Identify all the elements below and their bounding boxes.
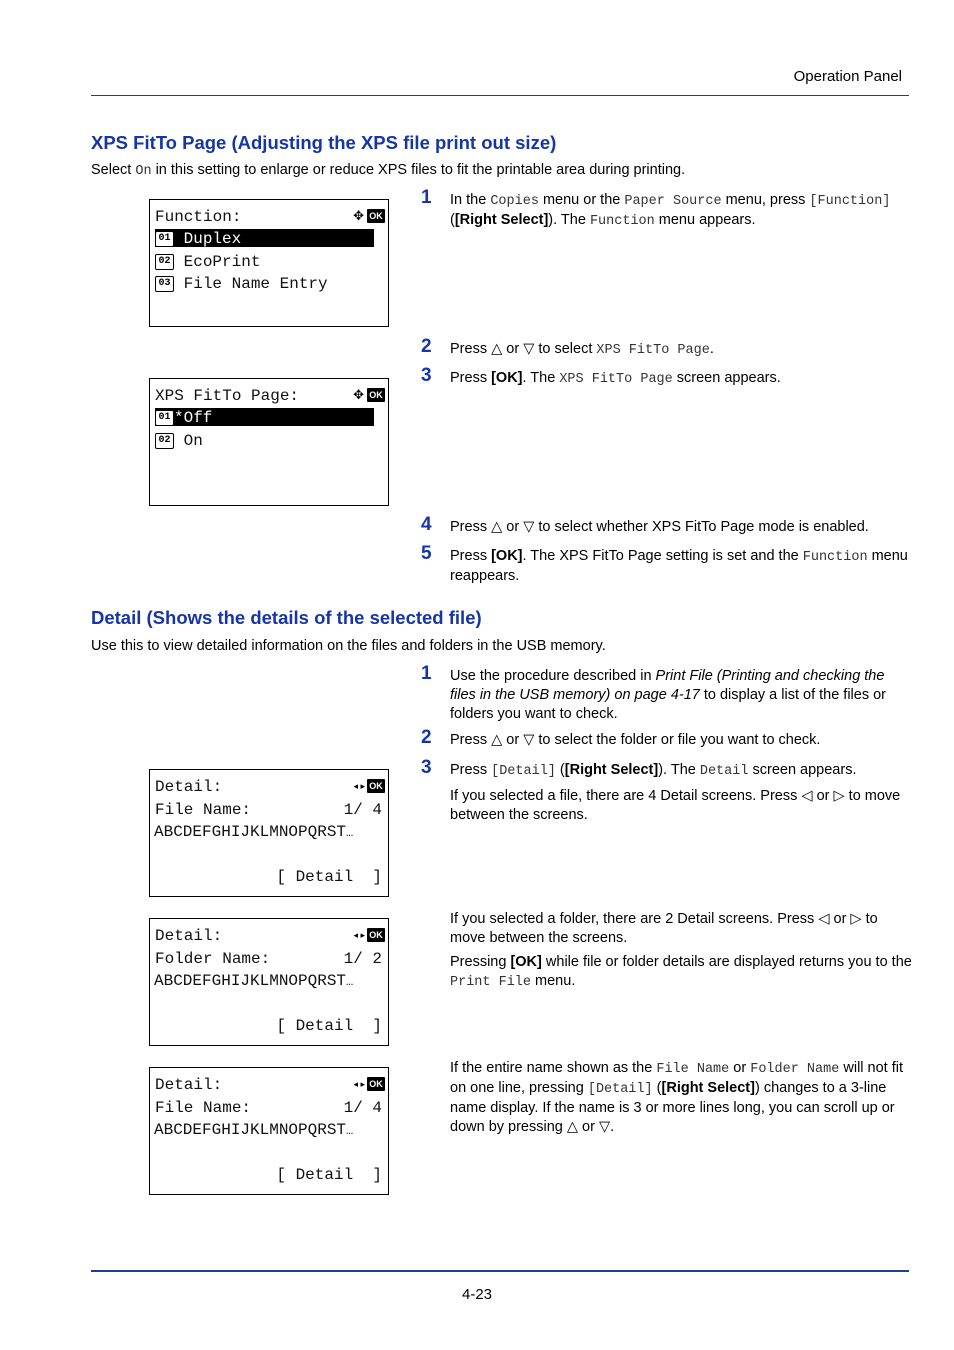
- detail-folder-note: If you selected a folder, there are 2 Detail screens. Press ◁ or ▷ to move between the screens.: [450, 911, 878, 946]
- lcd-softkey-detail: [ Detail ]: [276, 1017, 382, 1035]
- lcd-item: 01 Duplex: [155, 230, 241, 248]
- page-number: 4-23: [461, 1286, 493, 1303]
- detail-file-note: If you selected a file, there are 4 Detail screens. Press ◁ or ▷ to move between the screens.: [450, 788, 901, 823]
- ok-icon: OK: [367, 779, 385, 793]
- left-right-arrow-icon: ◂ ▸: [353, 781, 365, 791]
- lcd-detail-file-long: [149, 1067, 389, 1195]
- ok-icon: OK: [367, 1077, 385, 1091]
- xps-step-1: 1 In the Copies menu or the Paper Source menu, press [Function] ([Right Select]). The Function menu appears.: [421, 187, 891, 229]
- xps-step-3: 3 Press [OK]. The XPS FitTo Page screen appears.: [421, 365, 781, 387]
- left-right-arrow-icon: ◂ ▸: [353, 930, 365, 940]
- lcd-function-menu: [149, 199, 389, 327]
- ok-icon: OK: [367, 209, 385, 223]
- detail-ok-note: Pressing [OK] while file or folder details are displayed returns you to the Print File menu.: [450, 954, 912, 990]
- lcd-item: 02 On: [155, 432, 203, 450]
- lcd-label: Folder Name:: [155, 950, 271, 968]
- detail-intro: Use this to view detailed information on the files and folders in the USB memory.: [91, 638, 606, 654]
- lcd-item: 03 File Name Entry: [155, 275, 328, 293]
- lcd-label: File Name:: [155, 801, 252, 819]
- lcd-page-indicator: 1/ 2: [343, 950, 382, 968]
- detail-step-3: 3 Press [Detail] ([Right Select]). The Detail screen appears.: [421, 757, 857, 779]
- lcd-item: 02 EcoPrint: [155, 253, 260, 271]
- lcd-title: Detail:: [155, 1076, 223, 1094]
- lcd-label: File Name:: [155, 1099, 252, 1117]
- xps-step-5: 5 Press [OK]. The XPS FitTo Page setting is set and the Function menu reappears.: [421, 543, 908, 584]
- detail-long-name-note: If the entire name shown as the File Name or Folder Name will not fit on one line, pressing [Detail] ([Right Select]) changes to a 3-line name display. If the name is 3 or more lines long, you can scroll up or down by pressing △ or ▽.: [450, 1060, 904, 1135]
- lcd-xps-fitto-page: [149, 378, 389, 506]
- four-way-arrow-icon: ✥: [353, 208, 364, 223]
- lcd-detail-folder: [149, 918, 389, 1046]
- xps-step-2: 2 Press △ or ▽ to select XPS FitTo Page.: [421, 336, 714, 358]
- lcd-title: XPS FitTo Page:: [155, 387, 300, 405]
- lcd-detail-file: [149, 769, 389, 897]
- lcd-title: Function:: [155, 208, 242, 226]
- xps-step-4: 4 Press △ or ▽ to select whether XPS FitTo Page mode is enabled.: [421, 514, 869, 535]
- ok-icon: OK: [367, 388, 385, 402]
- lcd-name: ABCDEFGHIJKLMNOPQRST…: [154, 1121, 354, 1139]
- lcd-title: Detail:: [155, 778, 223, 796]
- four-way-arrow-icon: ✥: [353, 387, 364, 402]
- lcd-name: ABCDEFGHIJKLMNOPQRST…: [154, 972, 354, 990]
- detail-step-2: 2 Press △ or ▽ to select the folder or file you want to check.: [421, 727, 821, 748]
- lcd-title: Detail:: [155, 927, 223, 945]
- detail-section-title: Detail (Shows the details of the selected file): [91, 607, 482, 628]
- lcd-name: ABCDEFGHIJKLMNOPQRST…: [154, 823, 354, 841]
- lcd-page-indicator: 1/ 4: [343, 801, 382, 819]
- header-rule: [91, 95, 909, 96]
- lcd-page-indicator: 1/ 4: [343, 1099, 382, 1117]
- lcd-item: 01 *Off: [155, 409, 212, 427]
- footer-rule: [91, 1270, 909, 1272]
- xps-section-title: XPS FitTo Page (Adjusting the XPS file print out size): [91, 132, 557, 153]
- lcd-softkey-detail: [ Detail ]: [276, 868, 382, 886]
- ok-icon: OK: [367, 928, 385, 942]
- running-header: Operation Panel: [793, 68, 902, 85]
- xps-intro: Select On in this setting to enlarge or reduce XPS files to fit the printable area during printing.: [91, 162, 686, 179]
- lcd-softkey-detail: [ Detail ]: [276, 1166, 382, 1184]
- detail-step-1: 1 Use the procedure described in Print File (Printing and checking the files in the USB memory) on page 4-17 to display a list of the files or folders you want to check.: [421, 663, 887, 722]
- left-right-arrow-icon: ◂ ▸: [353, 1079, 365, 1089]
